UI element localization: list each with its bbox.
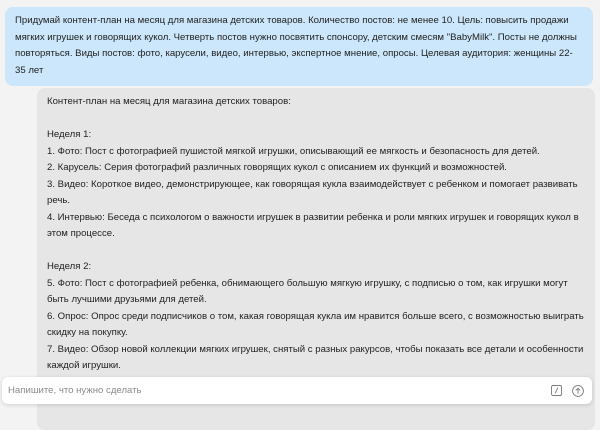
plan-item: 6. Опрос: Опрос среди подписчиков о том, какая говорящая кукла им нравится больше всего, с возможностью выиграть скидку на покупку.: [47, 310, 587, 338]
week-title: Неделя 1:: [47, 129, 92, 140]
plan-item: 5. Фото: Пост с фотографией ребенка, обнимающего большую мягкую игрушку, с подписью о том, как игрушки могут быть лучшими друзьями для детей.: [47, 277, 571, 305]
plan-item: 2. Карусель: Серия фотографий различных говорящих кукол с описанием их функций и возможностей.: [47, 162, 507, 173]
week-title: Неделя 2:: [47, 261, 92, 272]
plan-item: 4. Интервью: Беседа с психологом о важности игрушек в развитии ребенка и роли мягких игрушек и говорящих кукол в этом процессе.: [47, 211, 582, 239]
send-arrow-up-icon[interactable]: [571, 384, 584, 397]
message-input[interactable]: [2, 385, 550, 396]
plan-item: 1. Фото: Пост с фотографией пушистой мягкой игрушки, описывающий ее мягкость и безопасность для детей.: [47, 145, 540, 157]
message-input-bar: [2, 377, 592, 404]
slash-command-icon[interactable]: [550, 384, 563, 397]
plan-item: 3. Видео: Короткое видео, демонстрирующее, как говорящая кукла взаимодействует с ребенком и помогает развивать речь.: [47, 178, 581, 206]
user-message-bubble: [5, 7, 593, 86]
plan-item: 7. Видео: Обзор новой коллекции мягких игрушек, снятый с разных ракурсов, чтобы показать все детали и особенности каждой игрушки.: [47, 343, 587, 371]
assistant-intro: Контент-план на месяц для магазина детских товаров:: [47, 96, 291, 107]
user-message-text: Придумай контент-план на месяц для магазина детских товаров. Количество постов: не менее 10. Цель: повысить продажи мягких игрушек и говорящих кукол. Четверть постов нужно посвятить спонсору, детским смесям "BabyMilk". Посты не должны повторяться. Виды постов: фото, карусели, видео, интервью, экспертное мнение, опросы. Целевая аудитория: женщины 22-35 лет: [15, 15, 577, 76]
